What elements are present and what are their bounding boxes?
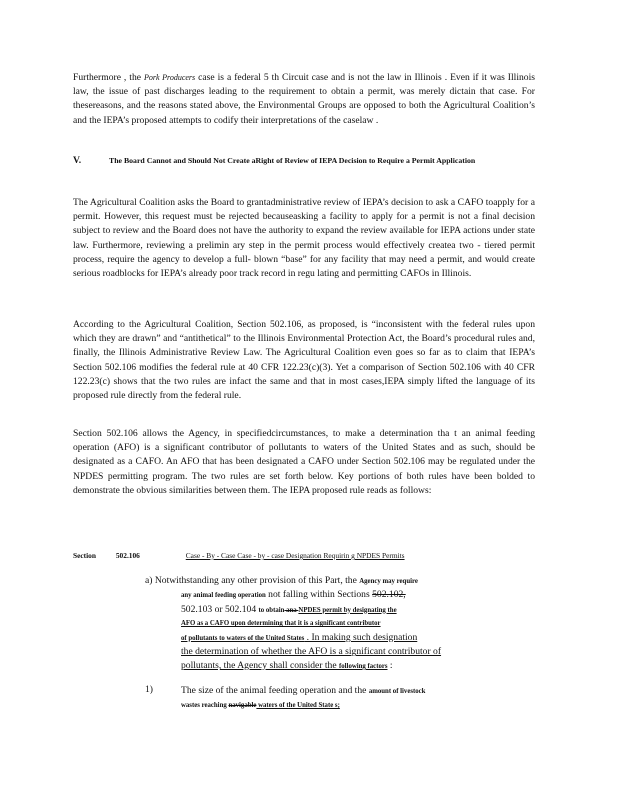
paragraph-agency-allows bbox=[73, 427, 535, 498]
heading-roman-numeral: V. bbox=[73, 155, 82, 166]
item-a-line5 bbox=[181, 631, 536, 646]
item-a-making-designation: . In making such designation bbox=[304, 631, 418, 643]
para3-text: According to the Agricultural Coalition, Section 502.106, as proposed, is “inconsistent with the federal rules upon which they are drawn” and “antithetical” to the Illinois Environmental Protection Act, the Board’s procedural rules and, finally, the Illinois Administrative Review Law. The Agricultural Coalition even goes so far as to claim that IEPA’s Section 502.106 modifies the federal rule at 40 CFR 122.23(c)(3). Yet a comparison of Section 502.106 with 40 CFR 122.23(c) shows that the two rules are infact the same and that in most cases,IEPA simply lifted the language of its proposed rule directly from the federal rule. bbox=[73, 319, 535, 402]
item-a-line1-text: Notwithstanding any other provision of this Part, the bbox=[154, 575, 360, 586]
rule-item-a bbox=[145, 574, 535, 589]
item-1-line1 bbox=[181, 684, 531, 698]
item-a-to-obtain: to obtain bbox=[258, 606, 285, 614]
item-a-npdes-permit: NPDES permit by designating the bbox=[298, 606, 397, 614]
item-a-struck-section: 502.102, bbox=[372, 589, 406, 600]
paragraph-section-502-106 bbox=[73, 318, 535, 403]
item-a-agency: Agency bbox=[359, 578, 381, 585]
item-1-navigable-struck: navigable bbox=[228, 702, 257, 710]
rule-item-1 bbox=[181, 684, 531, 713]
item-a-may-require: may require bbox=[380, 578, 418, 585]
rule-section-word: Section bbox=[73, 551, 96, 560]
paragraph-pork-producers bbox=[73, 71, 535, 128]
item-a-factors: following factors bbox=[339, 662, 388, 670]
item-a-line1 bbox=[155, 575, 418, 586]
item-1-size-text: The size of the animal feeding operation and the bbox=[181, 685, 369, 696]
para4-text: Section 502.106 allows the Agency, in specifiedcircumstances, to make a determination tha t an animal feeding operation (AFO) is a significant contributor of pollutants to waters of the United States and as such, should be designated as a CAFO. An AFO that has been designated a CAFO under Section 502.106 may be regulated under the NPDES permitting program. The two rules are set forth below. Key portions of both rules have been bolded to demonstrate the obvious similarities between them. The IEPA proposed rule reads as follows: bbox=[73, 428, 535, 496]
para1-prefix: Furthermore , the bbox=[73, 72, 144, 83]
rule-item-a-body bbox=[181, 588, 536, 674]
item-1-line2 bbox=[181, 698, 531, 712]
item-a-pollutants: of pollutants to waters of the United States bbox=[181, 634, 305, 642]
rule-section-number: 502.106 bbox=[115, 551, 140, 560]
item-a-line7 bbox=[181, 659, 536, 674]
rule-section-title bbox=[73, 551, 535, 560]
item-a-sections-2: 502.103 or 502.104 bbox=[181, 603, 259, 615]
item-a-agency-consider: pollutants, the Agency shall consider the bbox=[181, 659, 339, 671]
paragraph-agricultural-coalition bbox=[73, 196, 535, 281]
item-a-afo-phrase: any animal feeding operation bbox=[181, 592, 266, 599]
item-1-wastes: wastes reaching bbox=[181, 702, 229, 710]
item-a-sections: not falling within Sections bbox=[265, 589, 373, 600]
item-1-waters-us: waters of the United State s; bbox=[256, 702, 340, 710]
item-a-line2 bbox=[181, 588, 536, 603]
item-a-line6: the determination of whether the AFO is a significant contributor of bbox=[181, 646, 442, 658]
item-a-label: a) bbox=[145, 575, 153, 586]
item-a-line3 bbox=[181, 603, 536, 618]
item-a-struck-ana: ana bbox=[284, 606, 299, 614]
para1-body: case is a federal 5 th Circuit case and is not the law in Illinois . Even if it was Illinois law, the issue of past discharges leading to the requirement to obtain a permit, was merely dictain that case. For thesereasons, and the reasons stated above, the Environmental Groups are opposed to both the Agricultural Coalition’s and the IEPA’s proposed attempts to codify their interpretations of the caselaw . bbox=[73, 72, 535, 126]
item-a-colon: : bbox=[387, 659, 393, 671]
rule-item-1-label: 1) bbox=[145, 684, 153, 695]
rule-section-heading: Case - By - Case Case - by - case Designation Requirin g NPDES Permits bbox=[185, 551, 405, 560]
para1-case-name: Pork Producers bbox=[144, 73, 196, 82]
heading-text: The Board Cannot and Should Not Create aRight of Review of IEPA Decision to Require a Permit Application bbox=[109, 156, 476, 165]
item-a-line4: AFO as a CAFO upon determining that it is a significant contributor bbox=[181, 620, 381, 628]
para2-text: The Agricultural Coalition asks the Board to grantadministrative review of IEPA’s decision to ask a CAFO toapply for a permit. However, this request must be rejected becauseasking a facility to apply for a permit is not a final decision subject to review and the Board does not have the authority to expand the review available for IEPA actions under state law. Furthermore, reviewing a prelimin ary step in the permit process would effectively createa two - tiered permit process, require the agency to develop a full- blown “base” for any facility that may need a permit, and would create serious roadblocks for IEPA’s already poor track record in regu lating and permitting CAFOs in Illinois. bbox=[73, 197, 535, 280]
item-1-livestock: amount of livestock bbox=[368, 688, 426, 695]
